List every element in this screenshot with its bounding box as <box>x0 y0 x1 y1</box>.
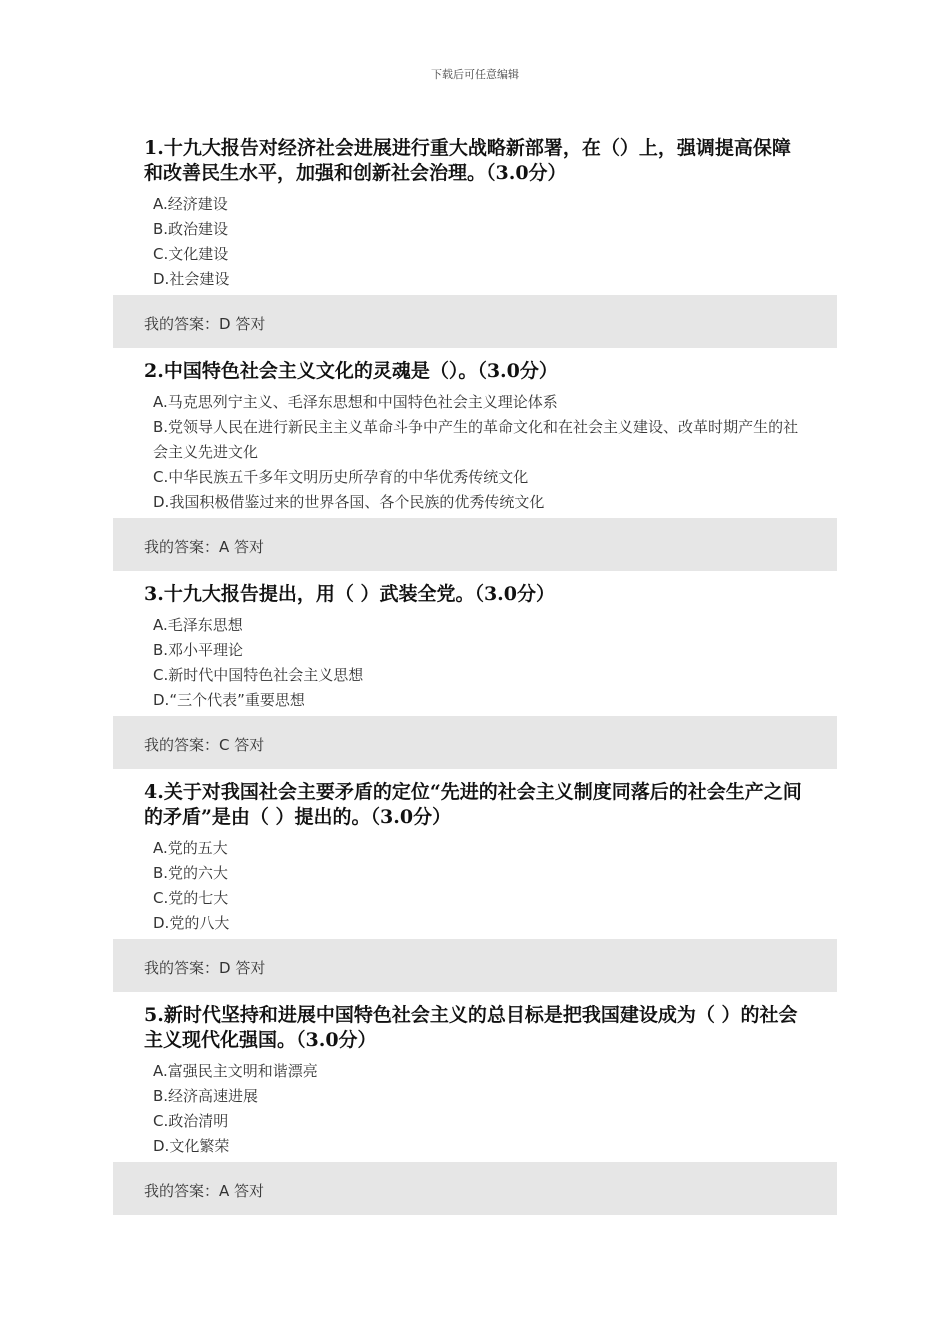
option-list <box>153 192 837 292</box>
option-c: C.文化建设 <box>153 245 229 263</box>
answer-panel <box>113 939 837 992</box>
my-answer: 我的答案：A 答对 <box>144 538 265 556</box>
my-answer: 我的答案：D 答对 <box>144 959 266 977</box>
answer-panel <box>113 295 837 348</box>
question-4 <box>113 780 837 936</box>
option-b: B.政治建设 <box>153 220 229 238</box>
option-d: D.“三个代表”重要思想 <box>153 691 305 709</box>
option-d: D.文化繁荣 <box>153 1137 230 1155</box>
option-list <box>153 613 837 713</box>
option-a: A.富强民主文明和谐漂亮 <box>153 1062 318 1080</box>
answer-panel <box>113 716 837 769</box>
question-3 <box>113 582 837 713</box>
option-c: C.党的七大 <box>153 889 229 907</box>
option-d: D.我国积极借鉴过来的世界各国、各个民族的优秀传统文化 <box>153 493 545 511</box>
question-title: 2.中国特色社会主义文化的灵魂是（）。（3.0分） <box>144 360 558 382</box>
option-a: A.毛泽东思想 <box>153 616 243 634</box>
option-c: C.新时代中国特色社会主义思想 <box>153 666 364 684</box>
question-1 <box>113 136 837 292</box>
option-b: B.党领导人民在进行新民主主义革命斗争中产生的革命文化和在社会主义建设、改革时期产生的社会主义先进文化 <box>153 418 799 461</box>
question-title: 3.十九大报告提出，用（ ）武装全党。（3.0分） <box>144 583 556 605</box>
option-c: C.中华民族五千多年文明历史所孕育的中华优秀传统文化 <box>153 468 529 486</box>
option-b: B.党的六大 <box>153 864 229 882</box>
answer-panel <box>113 518 837 571</box>
option-a: A.经济建设 <box>153 195 228 213</box>
option-list <box>153 1059 837 1159</box>
option-d: D.社会建设 <box>153 270 230 288</box>
option-a: A.马克思列宁主义、毛泽东思想和中国特色社会主义理论体系 <box>153 393 558 411</box>
my-answer: 我的答案：A 答对 <box>144 1182 265 1200</box>
option-b: B.邓小平理论 <box>153 641 244 659</box>
question-title: 5.新时代坚持和进展中国特色社会主义的总目标是把我国建设成为（ ）的社会主义现代化强国。（3.0分） <box>144 1004 798 1051</box>
option-list <box>153 390 837 515</box>
option-b: B.经济高速进展 <box>153 1087 259 1105</box>
question-title: 1.十九大报告对经济社会进展进行重大战略新部署，在（）上，强调提高保障和改善民生水平，加强和创新社会治理。（3.0分） <box>144 137 791 184</box>
my-answer: 我的答案：C 答对 <box>144 736 265 754</box>
my-answer: 我的答案：D 答对 <box>144 315 266 333</box>
option-d: D.党的八大 <box>153 914 230 932</box>
question-5 <box>113 1003 837 1159</box>
page-header: 下载后可任意编辑 <box>431 68 519 81</box>
answer-panel <box>113 1162 837 1215</box>
option-a: A.党的五大 <box>153 839 228 857</box>
option-list <box>153 836 837 936</box>
question-2 <box>113 359 837 515</box>
question-title: 4.关于对我国社会主要矛盾的定位“先进的社会主义制度同落后的社会生产之间的矛盾”是由（ ）提出的。（3.0分） <box>144 781 802 828</box>
option-c: C.政治清明 <box>153 1112 229 1130</box>
